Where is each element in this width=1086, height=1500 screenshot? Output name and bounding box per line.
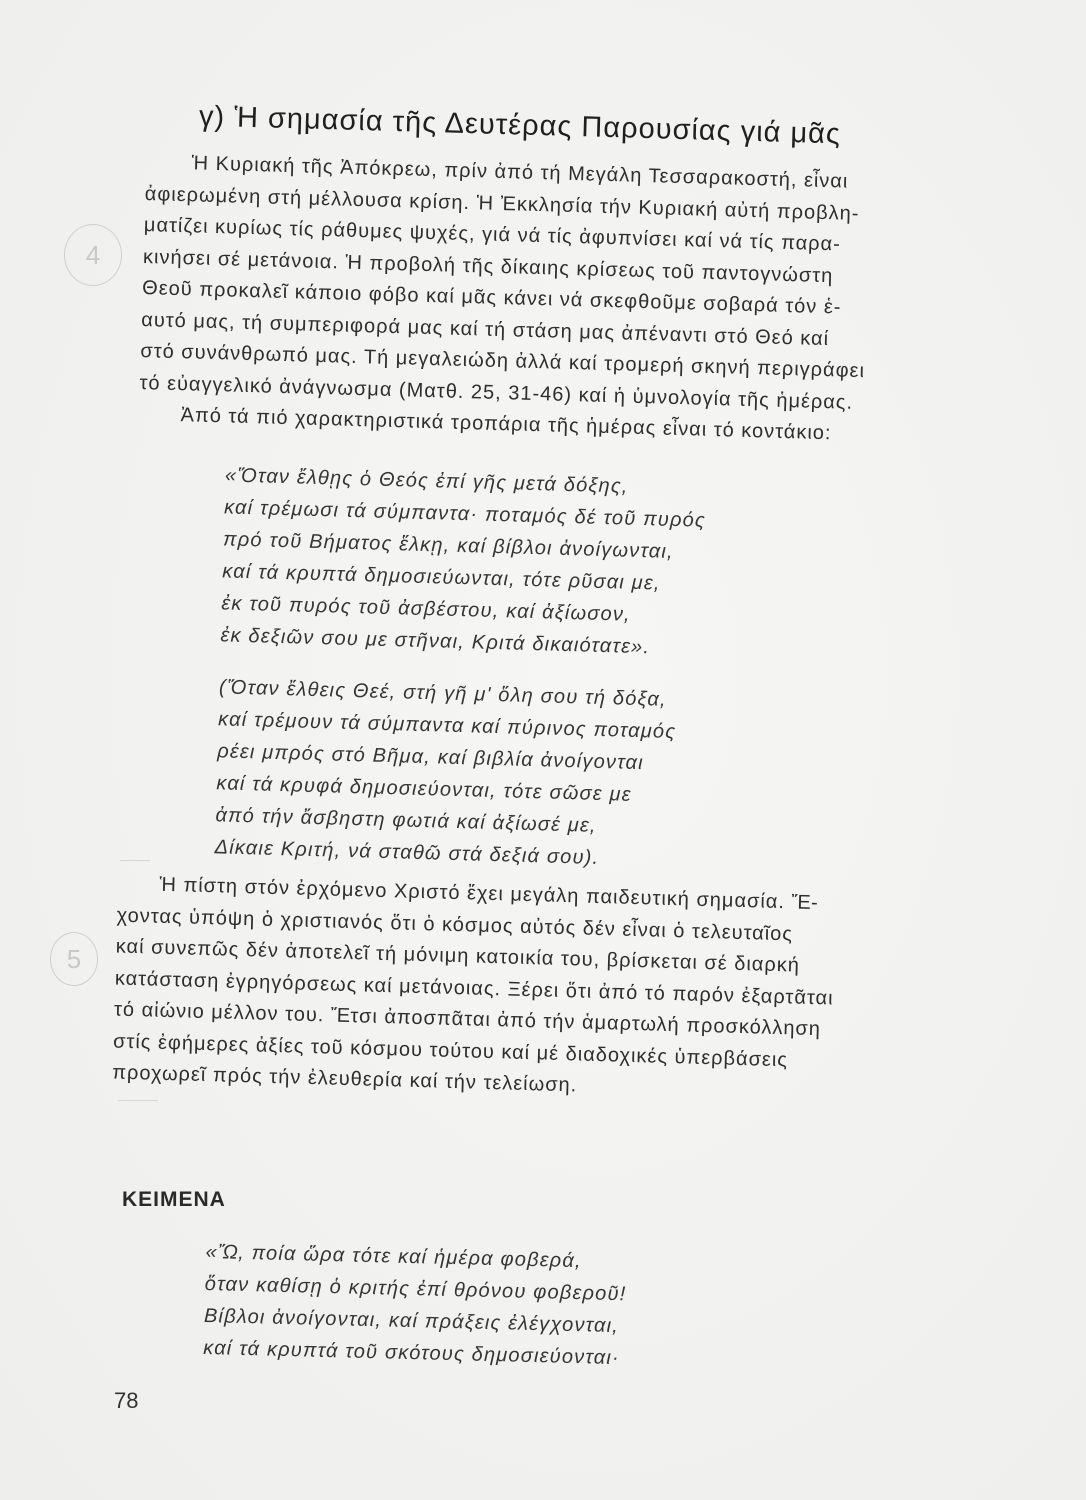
kontakion-original (220, 459, 845, 668)
margin-mark-5: 5 (50, 932, 98, 986)
text-line: κατάσταση ἐγρηγόρσεως καί μετάνοιας. Ξέρει ὅτι ἀπό τό παρόν ἐξαρτᾶται (114, 966, 834, 1010)
hymn-line: πρό τοῦ Βήματος ἕλκῃ, καί βίβλοι ἀνοίγωνται, (222, 528, 675, 563)
text-line: Ἀπό τά πιό χαρακτηριστικά τροπάρια τῆς ἡμέρας εἶναι τό κοντάκιο: (180, 404, 832, 445)
text-line: Ἡ Κυριακή τῆς Ἀπόκρεω, πρίν ἀπό τή Μεγάλη Τεσσαρακοστή, εἶναι (191, 152, 849, 193)
kontakion-translation (214, 671, 839, 880)
text-line: ἀφιερωμένη στή μέλλουσα κρίση. Ἡ Ἐκκλησία τήν Κυριακή αὐτή προβλη- (144, 182, 860, 225)
margin-line-bottom (118, 1100, 158, 1101)
text-line: χοντας ὑπόψη ὁ χριστιανός ὅτι ὁ κόσμος αὐτός δέν εἶναι ὁ τελευταῖος (116, 904, 794, 945)
quote-line: ὅταν καθίσῃ ὁ κριτής ἐπί θρόνου φοβεροῦ! (204, 1272, 627, 1306)
hymn-line: καί τρέμουν τά σύμπαντα καί πύρινος ποταμός (217, 708, 677, 744)
hymn-line: «Ὅταν ἔλθῃς ὁ Θεός ἐπί γῆς μετά δόξης, (224, 464, 629, 498)
hymn-line: ἀπό τήν ἄσβηστη φωτιά καί ἀξίωσέ με, (215, 804, 597, 837)
text-line: αυτό μας, τή συμπεριφορά μας καί τή στάση μας ἀπέναντι στό Θεό καί (141, 308, 830, 350)
texts-section-title: ΚΕΙΜΕΝΑ (122, 1188, 226, 1211)
paragraph-significance (112, 869, 948, 1113)
hymn-line: ἐκ τοῦ πυρός τοῦ ἀσβέστου, καί ἀξίωσον, (221, 592, 632, 626)
text-line: Ἡ πίστη στόν ἐρχόμενο Χριστό ἔχει μεγάλη παιδευτική σημασία. Ἔ- (159, 873, 820, 915)
hymn-line: (Ὅταν ἔλθεις Θεέ, στή γῆ μ' ὅλη σου τή δόξα, (218, 676, 668, 711)
text-line: Θεοῦ προκαλεῖ κάποιο φόβο καί μᾶς κάνει νά σκεφθοῦμε σοβαρά τόν ἑ- (141, 276, 842, 319)
margin-mark-4: 4 (64, 224, 122, 286)
hymn-line: καί τρέμωσι τά σύμπαντα· ποταμός δέ τοῦ πυρός (223, 496, 707, 532)
quote-line: καί τά κρυπτά τοῦ σκότους δημοσιεύονται· (202, 1336, 621, 1370)
paragraph-intro (138, 147, 976, 454)
text-line: κινήσει σέ μετάνοια. Ἡ προβολή τῆς δίκαιης κρίσεως τοῦ παντογνώστη (142, 245, 834, 287)
text-line: προχωρεῖ πρός τήν ἐλευθερία καί τήν τελείωση. (111, 1061, 578, 1097)
page-number: 78 (114, 1388, 139, 1413)
texts-quote (203, 1236, 826, 1379)
section-heading: γ) Ἡ σημασία τῆς Δευτέρας Παρουσίας γιά μᾶς (198, 100, 842, 151)
text-line: τό αἰώνιο μέλλον του. Ἔτσι ἀποσπᾶται ἀπό τήν ἁμαρτωλή προσκόλληση (113, 998, 822, 1041)
quote-line: Βίβλοι ἀνοίγονται, καί πράξεις ἐλέγχονται, (203, 1304, 620, 1338)
quote-line: «Ὤ, ποία ὥρα τότε καί ἡμέρα φοβερά, (205, 1240, 582, 1273)
hymn-line: καί τά κρυπτά δημοσιεύωνται, τότε ρῦσαι με, (222, 560, 661, 595)
hymn-line: ἐκ δεξιῶν σου με στῆναι, Κριτά δικαιότατε». (220, 624, 651, 659)
text-line: ματίζει κυρίως τίς ράθυμες ψυχές, γιά νά τίς ἀφυπνίσει καί νά τίς παρα- (143, 214, 842, 256)
text-line: καί συνεπῶς δέν ἀποτελεῖ τή μόνιμη κατοικία του, βρίσκεται σέ διαρκή (115, 935, 801, 977)
margin-line-top (120, 860, 150, 861)
hymn-line: καί τά κρυφά δημοσιεύονται, τότε σῶσε με (216, 772, 632, 806)
text-line: στό συνάνθρωπό μας. Τή μεγαλειώδη ἀλλά καί τρομερή σκηνή περιγράφει (140, 339, 866, 383)
text-line: στίς ἐφήμερες ἀξίες τοῦ κόσμου τούτου καί μέ διαδοχικές ὑπερβάσεις (112, 1029, 789, 1071)
text-line: τό εὐαγγελικό ἀνάγνωσμα (Ματθ. 25, 31-46) καί ἡ ὑμνολογία τῆς ἡμέρας. (139, 371, 854, 414)
hymn-line: Δίκαιε Κριτή, νά σταθῶ στά δεξιά σου). (214, 836, 600, 869)
hymn-line: ρέει μπρός στό Βῆμα, καί βιβλία ἀνοίγονται (216, 740, 645, 775)
